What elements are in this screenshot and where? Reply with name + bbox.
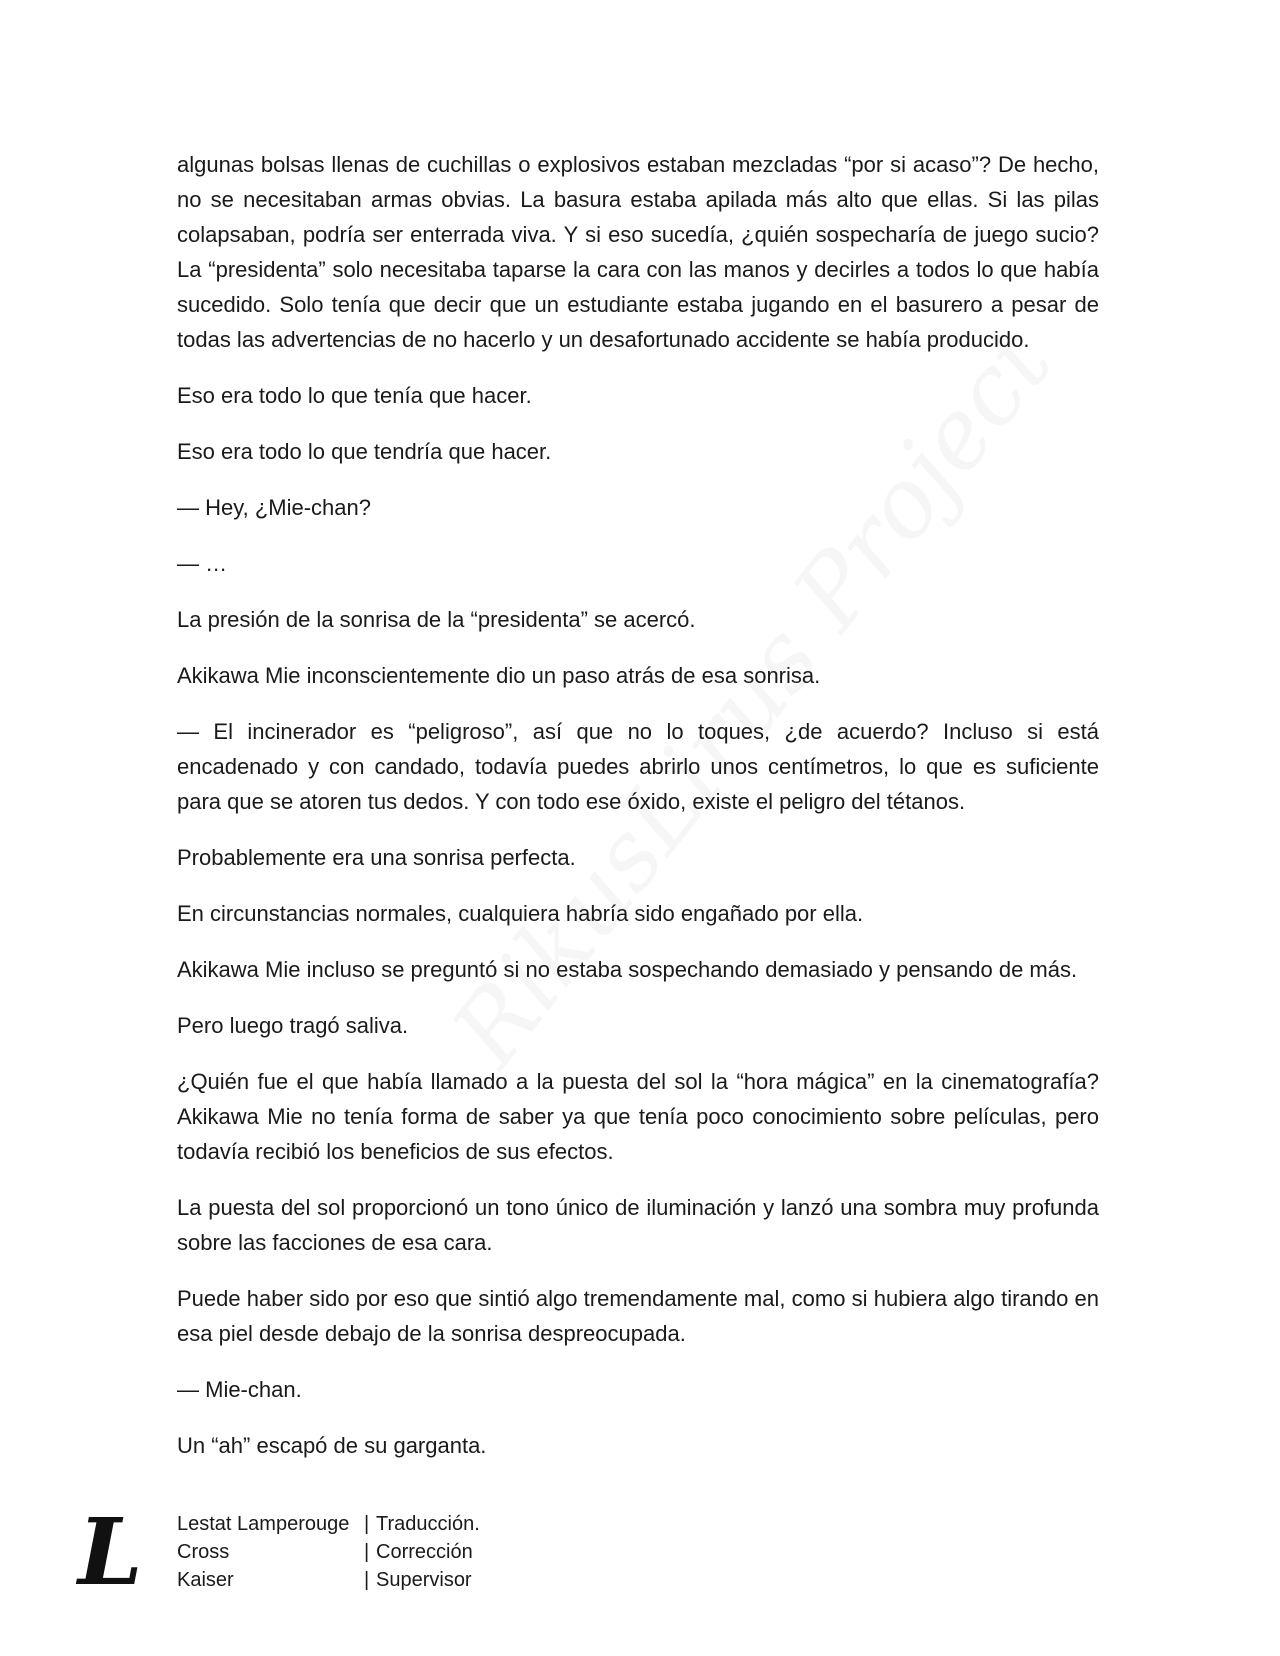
credits-list [177, 1510, 480, 1594]
body-text [177, 147, 1099, 1484]
paragraph-15: Puede haber sido por eso que sintió algo tremendamente mal, como si hubiera algo tirando en esa piel desde debajo de la sonrisa despreocupada. [177, 1286, 1099, 1346]
credit-separator: | [364, 1513, 370, 1535]
credit-row [177, 1510, 480, 1538]
paragraph-16: — Mie-chan. [177, 1377, 302, 1402]
credit-row [177, 1566, 480, 1594]
paragraph-4: — Hey, ¿Mie-chan? [177, 495, 371, 520]
credit-name: Cross [177, 1541, 230, 1563]
credit-name: Kaiser [177, 1569, 234, 1591]
paragraph-6: La presión de la sonrisa de la “presidenta” se acercó. [177, 607, 696, 632]
paragraph-8: — El incinerador es “peligroso”, así que no lo toques, ¿de acuerdo? Incluso si está encadenado y con candado, todavía puedes abrirlo unos centímetros, lo que es suficiente para que se atoren tus dedos. Y con todo ese óxido, existe el peligro del tétanos. [177, 719, 1099, 814]
paragraph-2: Eso era todo lo que tenía que hacer. [177, 383, 532, 408]
paragraph-14: La puesta del sol proporcionó un tono único de iluminación y lanzó una sombra muy profunda sobre las facciones de esa cara. [177, 1195, 1099, 1255]
paragraph-3: Eso era todo lo que tendría que hacer. [177, 439, 552, 464]
credit-separator: | [364, 1569, 370, 1591]
paragraph-12: Pero luego tragó saliva. [177, 1013, 409, 1038]
paragraph-9: Probablemente era una sonrisa perfecta. [177, 845, 576, 870]
paragraph-13: ¿Quién fue el que había llamado a la puesta del sol la “hora mágica” en la cinematografía? Akikawa Mie no tenía forma de saber ya que tenía poco conocimiento sobre películas, pero todavía recibió los beneficios de sus efectos. [177, 1069, 1099, 1164]
credit-separator: | [364, 1541, 370, 1563]
l-logo-icon: L [78, 1498, 143, 1606]
credit-role: Corrección [376, 1541, 473, 1563]
paragraph-17: Un “ah” escapó de su garganta. [177, 1433, 487, 1458]
paragraph-10: En circunstancias normales, cualquiera habría sido engañado por ella. [177, 901, 864, 926]
credit-role: Supervisor [376, 1569, 472, 1591]
paragraph-1: algunas bolsas llenas de cuchillas o explosivos estaban mezcladas “por si acaso”? De hecho, no se necesitaban armas obvias. La basura estaba apilada más alto que ellas. Si las pilas colapsaban, podría ser enterrada viva. Y si eso sucedía, ¿quién sospecharía de juego sucio? La “presidenta” solo necesitaba taparse la cara con las manos y decirles a todos lo que había sucedido. Solo tenía que decir que un estudiante estaba jugando en el basurero a pesar de todas las advertencias de no hacerlo y un desafortunado accidente se había producido. [177, 152, 1099, 352]
credits-footer [78, 1498, 678, 1610]
paragraph-5: — … [177, 551, 228, 576]
credit-row [177, 1538, 480, 1566]
credit-role: Traducción. [376, 1513, 480, 1535]
paragraph-11: Akikawa Mie incluso se preguntó si no estaba sospechando demasiado y pensando de más. [177, 957, 1078, 982]
credit-name: Lestat Lamperouge [177, 1513, 350, 1535]
paragraph-7: Akikawa Mie inconscientemente dio un paso atrás de esa sonrisa. [177, 663, 821, 688]
